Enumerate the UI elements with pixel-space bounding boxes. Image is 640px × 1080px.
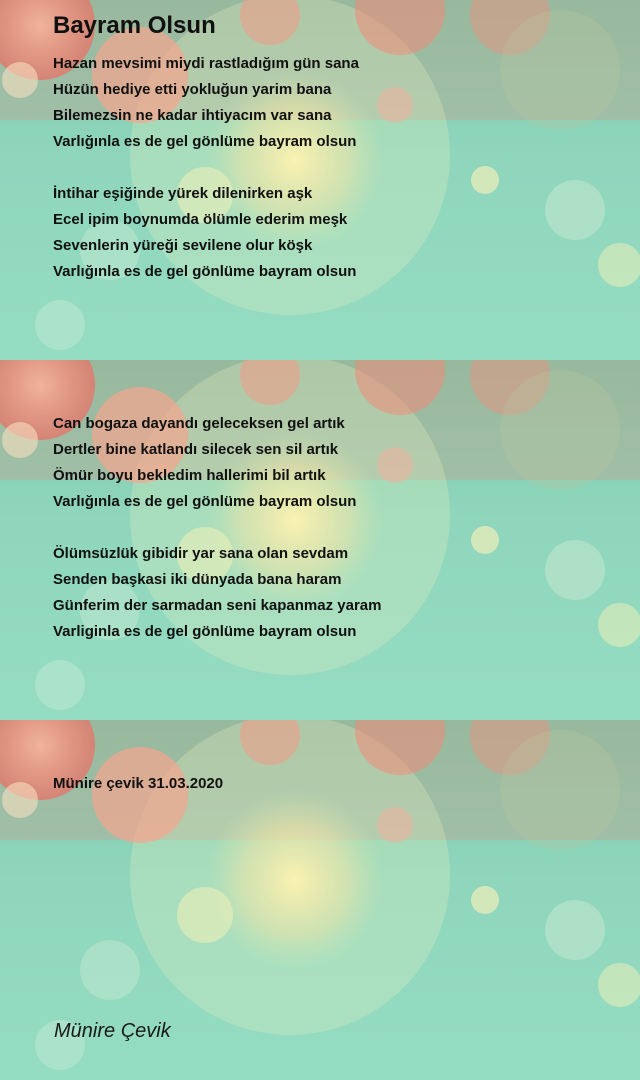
poem-line: Ölümsüzlük gibidir yar sana olan sevdam — [53, 545, 349, 562]
poem-line: Varliginla es de gel gönlüme bayram olsun — [53, 623, 357, 640]
poem-title: Bayram Olsun — [53, 12, 216, 39]
poem-line: Senden başkasi iki dünyada bana haram — [53, 571, 342, 588]
dateline: Münire çevik 31.03.2020 — [53, 775, 224, 792]
poem-line: Ömür boyu bekledim hallerimi bil artık — [53, 467, 326, 484]
poem-line: Varlığınla es de gel gönlüme bayram olsun — [53, 133, 357, 150]
poem-line: Sevenlerin yüreği sevilene olur köşk — [53, 237, 313, 254]
poem-line: Hazan mevsimi miydi rastladığım gün sana — [53, 55, 359, 72]
poem-line: Varlığınla es de gel gönlüme bayram olsun — [53, 263, 357, 280]
background-panel-2 — [0, 360, 640, 720]
stanza-2 — [53, 181, 359, 285]
poem-line: Bilemezsin ne kadar ihtiyacım var sana — [53, 107, 332, 124]
poem-section-2 — [53, 411, 381, 671]
poem-line: Varlığınla es de gel gönlüme bayram olsun — [53, 493, 357, 510]
stanza-3 — [53, 411, 381, 515]
poem-line: İntihar eşiğinde yürek dilenirken aşk — [53, 185, 313, 202]
poem-line: Dertler bine katlandı silecek sen sil artık — [53, 441, 339, 458]
poem-line: Ecel ipim boynumda ölümle ederim meşk — [53, 211, 348, 228]
stanza-4 — [53, 541, 381, 645]
background-panel-1 — [0, 0, 640, 360]
poem-line: Can bogaza dayandı geleceksen gel artık — [53, 415, 345, 432]
poem-section-1 — [53, 51, 359, 311]
poem-line: Hüzün hediye etti yokluğun yarim bana — [53, 81, 332, 98]
stanza-1 — [53, 51, 359, 155]
dateline-section — [53, 771, 223, 797]
poem-line: Günferim der sarmadan seni kapanmaz yaram — [53, 597, 382, 614]
author-signature: Münire Çevik — [54, 1020, 171, 1042]
